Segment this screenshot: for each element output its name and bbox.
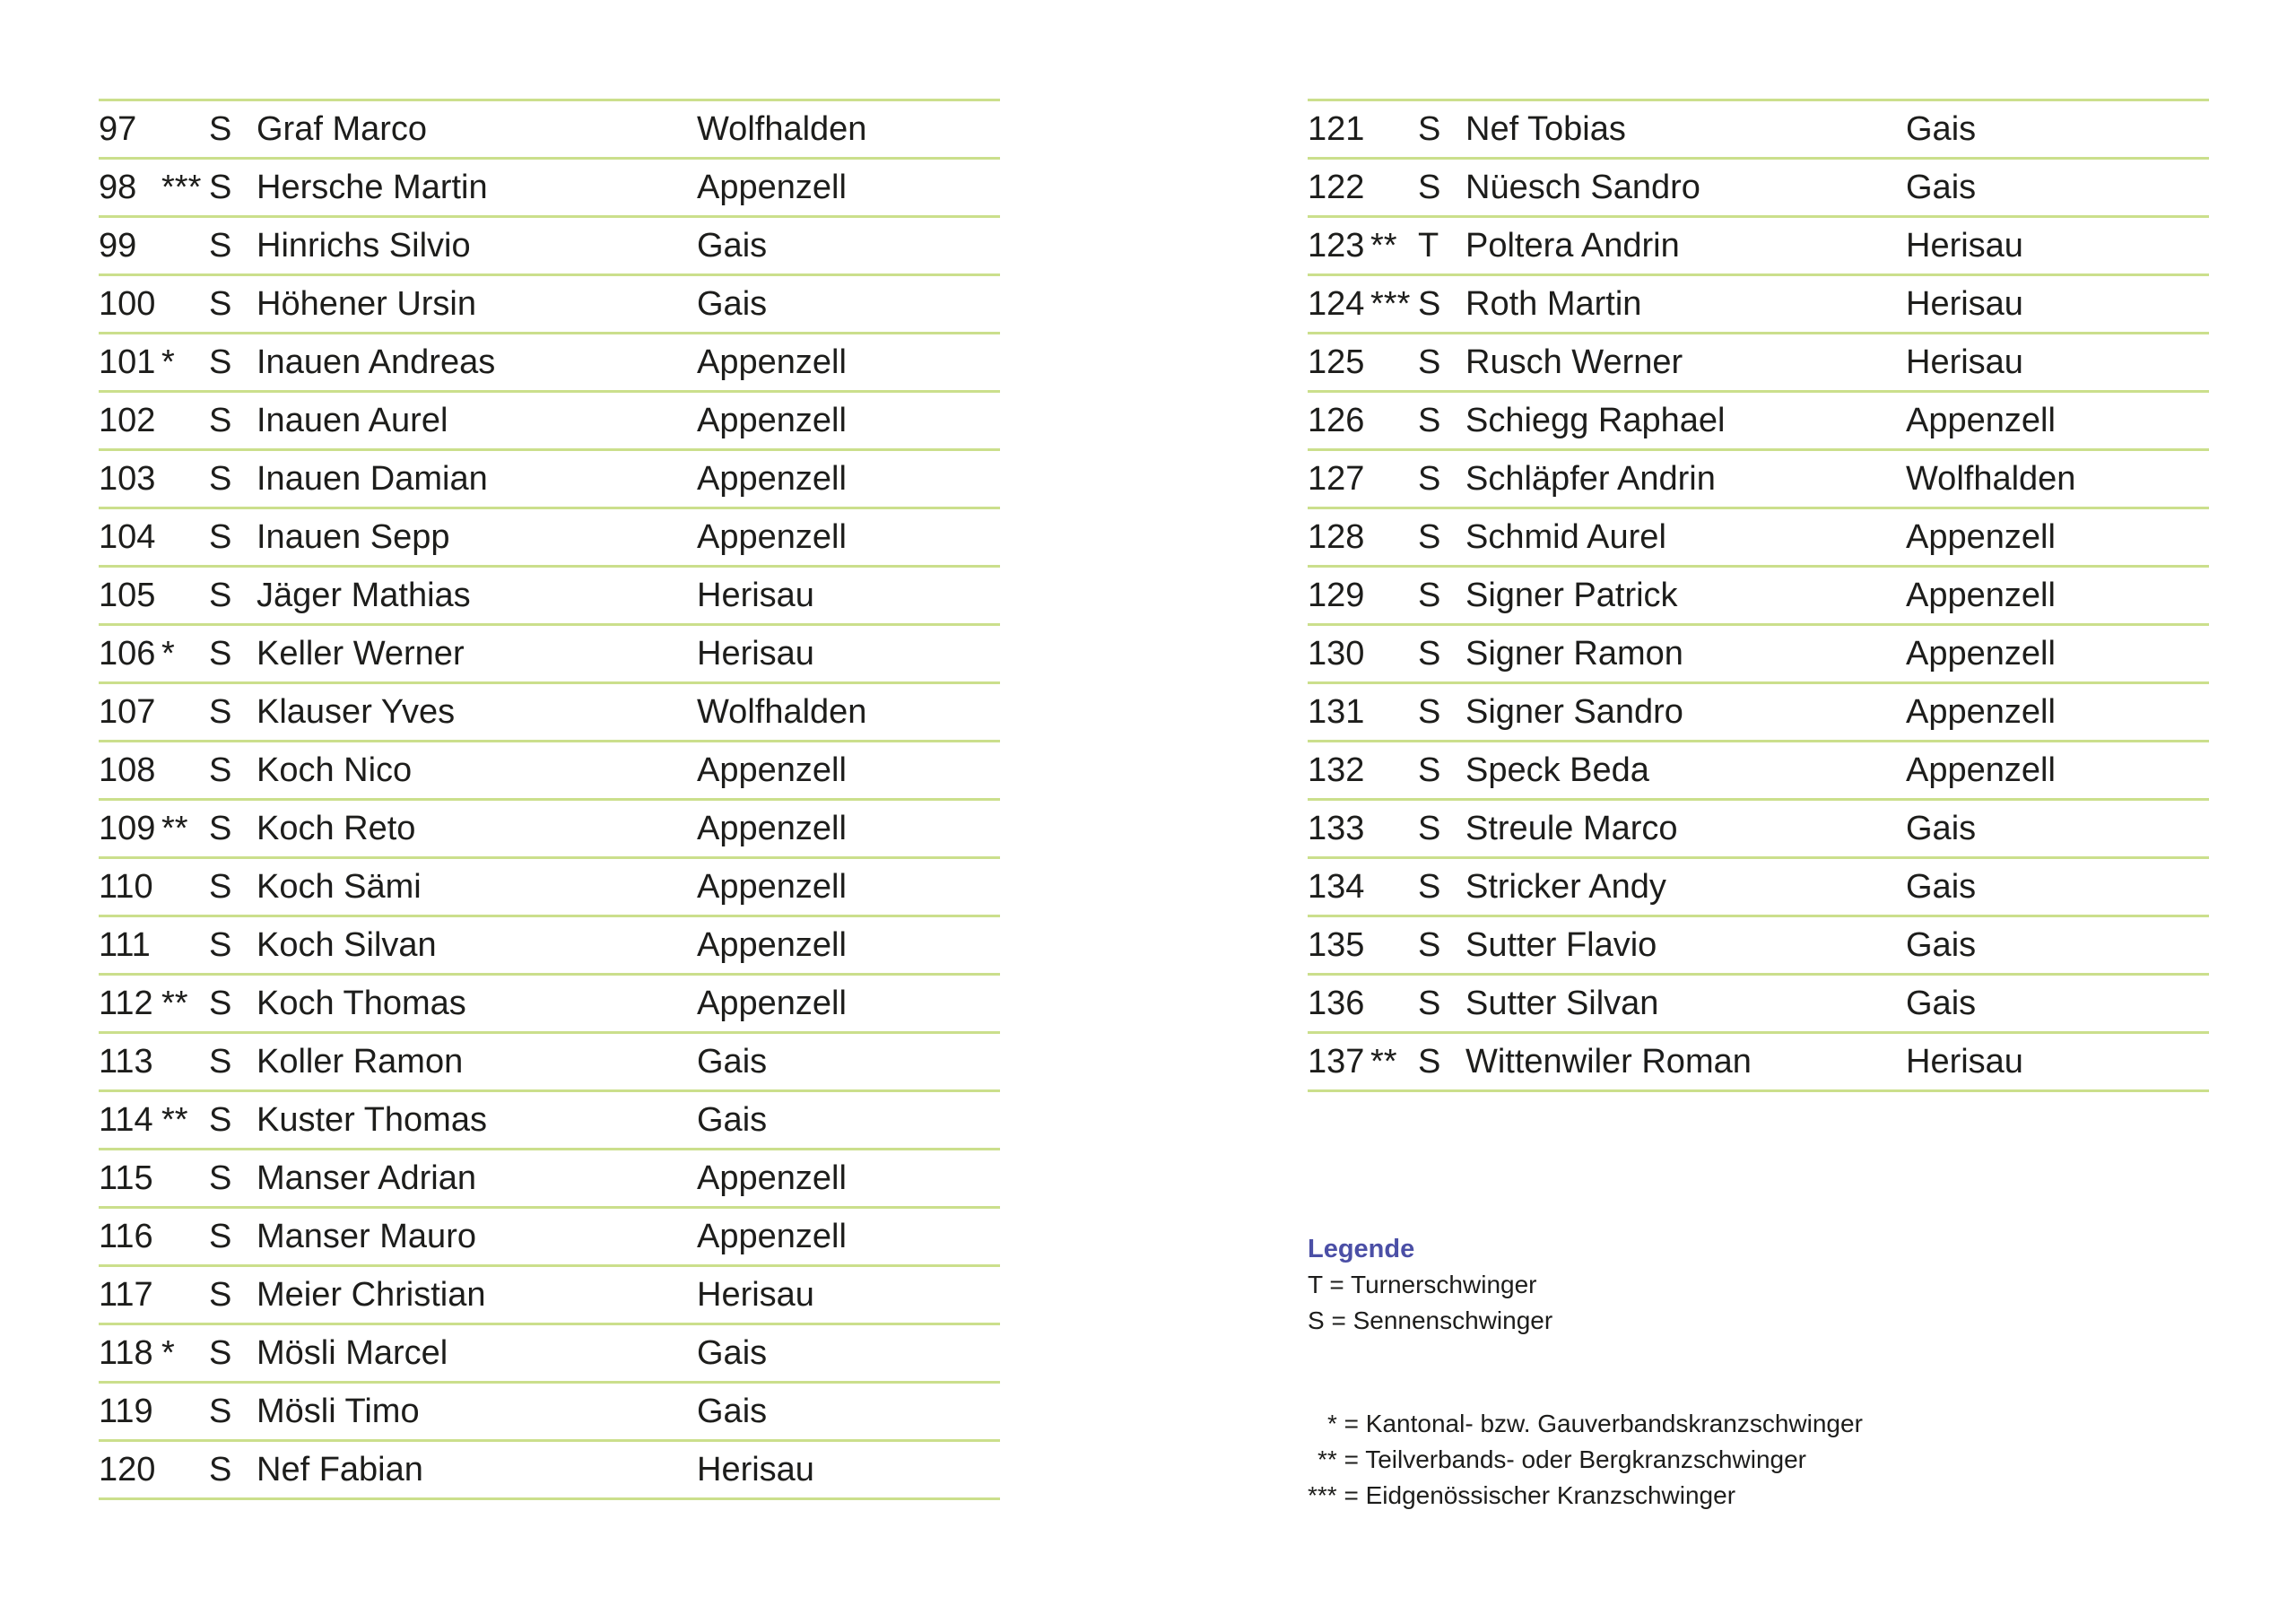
participant-number: 119 — [99, 1393, 153, 1430]
schwinger-type: S — [209, 169, 232, 206]
schwinger-type: S — [209, 693, 232, 731]
schwinger-type: S — [209, 285, 232, 323]
participant-row — [1308, 801, 2209, 859]
club-location: Gais — [1906, 985, 1977, 1022]
participant-number: 116 — [99, 1218, 153, 1255]
participant-row — [99, 568, 1000, 626]
participant-row — [1308, 626, 2209, 684]
schwinger-type: S — [1418, 635, 1441, 673]
legend-mark-one-star: * = Kantonal- bzw. Gauverbandskranzschwinger — [1327, 1410, 1863, 1437]
club-location: Herisau — [1906, 227, 2023, 265]
schwinger-type: S — [1418, 518, 1441, 556]
participant-row — [99, 451, 1000, 509]
participant-row — [1308, 684, 2209, 742]
club-location: Gais — [697, 227, 768, 265]
participant-number: 117 — [99, 1276, 153, 1314]
schwinger-type: S — [209, 985, 232, 1022]
participant-number: 122 — [1308, 169, 1365, 206]
participant-name: Koch Sämi — [257, 868, 422, 906]
kranz-mark: ** — [1370, 1043, 1397, 1081]
schwinger-type: S — [1418, 926, 1441, 964]
participant-name: Hersche Martin — [257, 169, 488, 206]
participant-number: 123 — [1308, 227, 1365, 265]
legend — [1308, 1231, 2205, 1514]
participant-row — [1308, 334, 2209, 393]
club-location: Herisau — [697, 635, 814, 673]
participant-name: Koch Thomas — [257, 985, 466, 1022]
participant-number: 110 — [99, 868, 153, 906]
participant-row — [1308, 160, 2209, 218]
participant-name: Keller Werner — [257, 635, 465, 673]
schwinger-type: S — [209, 1218, 232, 1255]
schwinger-type: S — [1418, 985, 1441, 1022]
participant-name: Mösli Timo — [257, 1393, 420, 1430]
club-location: Appenzell — [1906, 635, 2056, 673]
participant-number: 137 — [1308, 1043, 1365, 1081]
club-location: Gais — [1906, 169, 1977, 206]
schwinger-type: S — [209, 518, 232, 556]
participant-name: Meier Christian — [257, 1276, 486, 1314]
participant-number: 124 — [1308, 285, 1365, 323]
participant-name: Hinrichs Silvio — [257, 227, 471, 265]
participant-row — [99, 801, 1000, 859]
kranz-mark: * — [161, 1334, 175, 1372]
participant-row — [99, 1325, 1000, 1384]
participant-number: 100 — [99, 285, 156, 323]
legend-mark-three-stars: *** = Eidgenössischer Kranzschwinger — [1308, 1481, 1736, 1509]
participant-row — [1308, 742, 2209, 801]
kranz-mark: * — [161, 343, 175, 381]
club-location: Appenzell — [697, 460, 847, 498]
club-location: Appenzell — [697, 926, 847, 964]
club-location: Wolfhalden — [697, 693, 867, 731]
participant-number: 104 — [99, 518, 156, 556]
participant-number: 109 — [99, 810, 156, 847]
participant-name: Schiegg Raphael — [1465, 402, 1726, 439]
participant-row — [99, 276, 1000, 334]
participant-number: 126 — [1308, 402, 1365, 439]
club-location: Appenzell — [697, 518, 847, 556]
kranz-mark: ** — [161, 810, 188, 847]
participant-number: 108 — [99, 751, 156, 789]
club-location: Appenzell — [1906, 577, 2056, 614]
participant-number: 97 — [99, 110, 137, 148]
schwinger-type: S — [209, 1334, 232, 1372]
club-location: Appenzell — [697, 810, 847, 847]
participant-name: Graf Marco — [257, 110, 428, 148]
kranz-mark: *** — [161, 169, 202, 206]
club-location: Appenzell — [1906, 751, 2056, 789]
participant-number: 106 — [99, 635, 156, 673]
schwinger-type: S — [1418, 110, 1441, 148]
participant-name: Kuster Thomas — [257, 1101, 487, 1139]
club-location: Wolfhalden — [697, 110, 867, 148]
club-location: Herisau — [697, 1276, 814, 1314]
participant-number: 121 — [1308, 110, 1365, 148]
club-location: Appenzell — [697, 402, 847, 439]
participant-name: Höhener Ursin — [257, 285, 476, 323]
participant-row — [1308, 451, 2209, 509]
schwinger-type: S — [209, 1043, 232, 1081]
participant-name: Rusch Werner — [1465, 343, 1683, 381]
participant-name: Koller Ramon — [257, 1043, 464, 1081]
participant-row — [99, 1442, 1000, 1500]
schwinger-type: S — [209, 343, 232, 381]
participant-name: Jäger Mathias — [257, 577, 471, 614]
participant-row — [99, 334, 1000, 393]
schwinger-type: S — [1418, 868, 1441, 906]
participant-row — [99, 509, 1000, 568]
club-location: Appenzell — [1906, 693, 2056, 731]
participant-number: 129 — [1308, 577, 1365, 614]
participant-row — [99, 1034, 1000, 1092]
participant-name: Schmid Aurel — [1465, 518, 1666, 556]
participant-name: Signer Sandro — [1465, 693, 1683, 731]
schwinger-type: S — [1418, 751, 1441, 789]
club-location: Appenzell — [697, 1159, 847, 1197]
participant-number: 111 — [99, 926, 151, 964]
participant-row — [1308, 976, 2209, 1034]
participant-row — [1308, 917, 2209, 976]
participant-name: Streule Marco — [1465, 810, 1678, 847]
participant-number: 107 — [99, 693, 156, 731]
participant-name: Inauen Damian — [257, 460, 488, 498]
club-location: Appenzell — [697, 868, 847, 906]
participant-row — [99, 917, 1000, 976]
participant-row — [99, 859, 1000, 917]
participant-name: Nef Tobias — [1465, 110, 1626, 148]
club-location: Gais — [697, 1101, 768, 1139]
participant-name: Manser Adrian — [257, 1159, 477, 1197]
participant-row — [99, 1092, 1000, 1150]
participant-number: 103 — [99, 460, 156, 498]
participant-name: Sutter Flavio — [1465, 926, 1657, 964]
kranz-mark: * — [161, 635, 175, 673]
schwinger-type: S — [209, 1101, 232, 1139]
participant-number: 127 — [1308, 460, 1365, 498]
participant-number: 113 — [99, 1043, 153, 1081]
schwinger-type: S — [1418, 460, 1441, 498]
participant-row — [99, 218, 1000, 276]
club-location: Gais — [697, 1334, 768, 1372]
participant-number: 98 — [99, 169, 137, 206]
participant-name: Nüesch Sandro — [1465, 169, 1700, 206]
club-location: Herisau — [1906, 1043, 2023, 1081]
participant-number: 133 — [1308, 810, 1365, 847]
participant-row — [1308, 859, 2209, 917]
participant-number: 131 — [1308, 693, 1365, 731]
schwinger-type: S — [1418, 577, 1441, 614]
participant-number: 102 — [99, 402, 156, 439]
club-location: Appenzell — [1906, 518, 2056, 556]
club-location: Gais — [697, 1043, 768, 1081]
participant-number: 132 — [1308, 751, 1365, 789]
participant-name: Inauen Andreas — [257, 343, 496, 381]
participant-name: Klauser Yves — [257, 693, 456, 731]
schwinger-type: S — [209, 110, 232, 148]
club-location: Gais — [1906, 926, 1977, 964]
participant-row — [1308, 1034, 2209, 1092]
schwinger-type: S — [209, 868, 232, 906]
participant-number: 136 — [1308, 985, 1365, 1022]
participant-name: Koch Reto — [257, 810, 416, 847]
participant-row — [1308, 393, 2209, 451]
schwinger-type: S — [209, 1276, 232, 1314]
schwinger-type: S — [209, 402, 232, 439]
schwinger-type: S — [209, 926, 232, 964]
participant-number: 130 — [1308, 635, 1365, 673]
schwinger-type: S — [209, 1451, 232, 1488]
club-location: Gais — [697, 1393, 768, 1430]
participant-name: Poltera Andrin — [1465, 227, 1680, 265]
schwinger-type: S — [1418, 1043, 1441, 1081]
club-location: Gais — [697, 285, 768, 323]
participant-name: Koch Nico — [257, 751, 413, 789]
participant-name: Nef Fabian — [257, 1451, 423, 1488]
participant-name: Koch Silvan — [257, 926, 437, 964]
participant-number: 118 — [99, 1334, 153, 1372]
participant-name: Signer Patrick — [1465, 577, 1678, 614]
kranz-mark: ** — [161, 1101, 188, 1139]
participant-row — [99, 393, 1000, 451]
club-location: Herisau — [697, 577, 814, 614]
participant-row — [99, 101, 1000, 160]
schwinger-type: S — [209, 1159, 232, 1197]
legend-spacer — [1308, 1339, 2205, 1406]
participant-name: Roth Martin — [1465, 285, 1642, 323]
participant-row — [99, 1209, 1000, 1267]
participant-number: 115 — [99, 1159, 153, 1197]
participant-number: 99 — [99, 227, 137, 265]
participant-name: Signer Ramon — [1465, 635, 1683, 673]
participant-row — [99, 1384, 1000, 1442]
participant-name: Stricker Andy — [1465, 868, 1666, 906]
club-location: Appenzell — [697, 985, 847, 1022]
participant-number: 105 — [99, 577, 156, 614]
club-location: Herisau — [1906, 343, 2023, 381]
participant-name: Mösli Marcel — [257, 1334, 448, 1372]
participant-row — [1308, 218, 2209, 276]
legend-type-t: T = Turnerschwinger — [1308, 1271, 1537, 1298]
participant-list-left — [99, 99, 1000, 1500]
participant-row — [1308, 101, 2209, 160]
schwinger-type: S — [209, 460, 232, 498]
club-location: Appenzell — [1906, 402, 2056, 439]
schwinger-type: S — [1418, 343, 1441, 381]
participant-row — [99, 742, 1000, 801]
club-location: Appenzell — [697, 751, 847, 789]
schwinger-type: S — [209, 635, 232, 673]
participant-name: Wittenwiler Roman — [1465, 1043, 1752, 1081]
legend-mark-two-stars: ** = Teilverbands- oder Bergkranzschwinger — [1318, 1445, 1806, 1473]
participant-row — [99, 1150, 1000, 1209]
kranz-mark: ** — [161, 985, 188, 1022]
club-location: Herisau — [1906, 285, 2023, 323]
club-location: Herisau — [697, 1451, 814, 1488]
club-location: Appenzell — [697, 343, 847, 381]
schwinger-type: S — [1418, 169, 1441, 206]
participant-number: 114 — [99, 1101, 153, 1139]
club-location: Gais — [1906, 810, 1977, 847]
schwinger-type: S — [209, 810, 232, 847]
club-location: Appenzell — [697, 169, 847, 206]
schwinger-type: S — [209, 1393, 232, 1430]
club-location: Wolfhalden — [1906, 460, 2076, 498]
schwinger-type: T — [1418, 227, 1439, 265]
participant-row — [99, 976, 1000, 1034]
legend-title: Legende — [1308, 1235, 1415, 1263]
kranz-mark: *** — [1370, 285, 1411, 323]
schwinger-type: S — [1418, 810, 1441, 847]
schwinger-type: S — [1418, 402, 1441, 439]
schwinger-type: S — [209, 227, 232, 265]
club-location: Gais — [1906, 868, 1977, 906]
participant-row — [99, 626, 1000, 684]
participant-name: Sutter Silvan — [1465, 985, 1659, 1022]
schwinger-type: S — [1418, 693, 1441, 731]
participant-number: 135 — [1308, 926, 1365, 964]
kranz-mark: ** — [1370, 227, 1397, 265]
schwinger-type: S — [209, 577, 232, 614]
legend-type-s: S = Sennenschwinger — [1308, 1306, 1553, 1334]
participant-list-right — [1308, 99, 2209, 1092]
participant-row — [99, 1267, 1000, 1325]
participant-number: 134 — [1308, 868, 1365, 906]
participant-name: Inauen Sepp — [257, 518, 450, 556]
participant-name: Schläpfer Andrin — [1465, 460, 1716, 498]
participant-name: Speck Beda — [1465, 751, 1649, 789]
schwinger-type: S — [209, 751, 232, 789]
participant-row — [99, 160, 1000, 218]
participant-name: Inauen Aurel — [257, 402, 448, 439]
participant-row — [1308, 276, 2209, 334]
schwinger-type: S — [1418, 285, 1441, 323]
participant-number: 101 — [99, 343, 156, 381]
participant-number: 112 — [99, 985, 153, 1022]
participant-number: 125 — [1308, 343, 1365, 381]
participant-row — [1308, 509, 2209, 568]
participant-number: 128 — [1308, 518, 1365, 556]
participant-number: 120 — [99, 1451, 156, 1488]
participant-name: Manser Mauro — [257, 1218, 476, 1255]
club-location: Gais — [1906, 110, 1977, 148]
club-location: Appenzell — [697, 1218, 847, 1255]
participant-row — [1308, 568, 2209, 626]
participant-row — [99, 684, 1000, 742]
